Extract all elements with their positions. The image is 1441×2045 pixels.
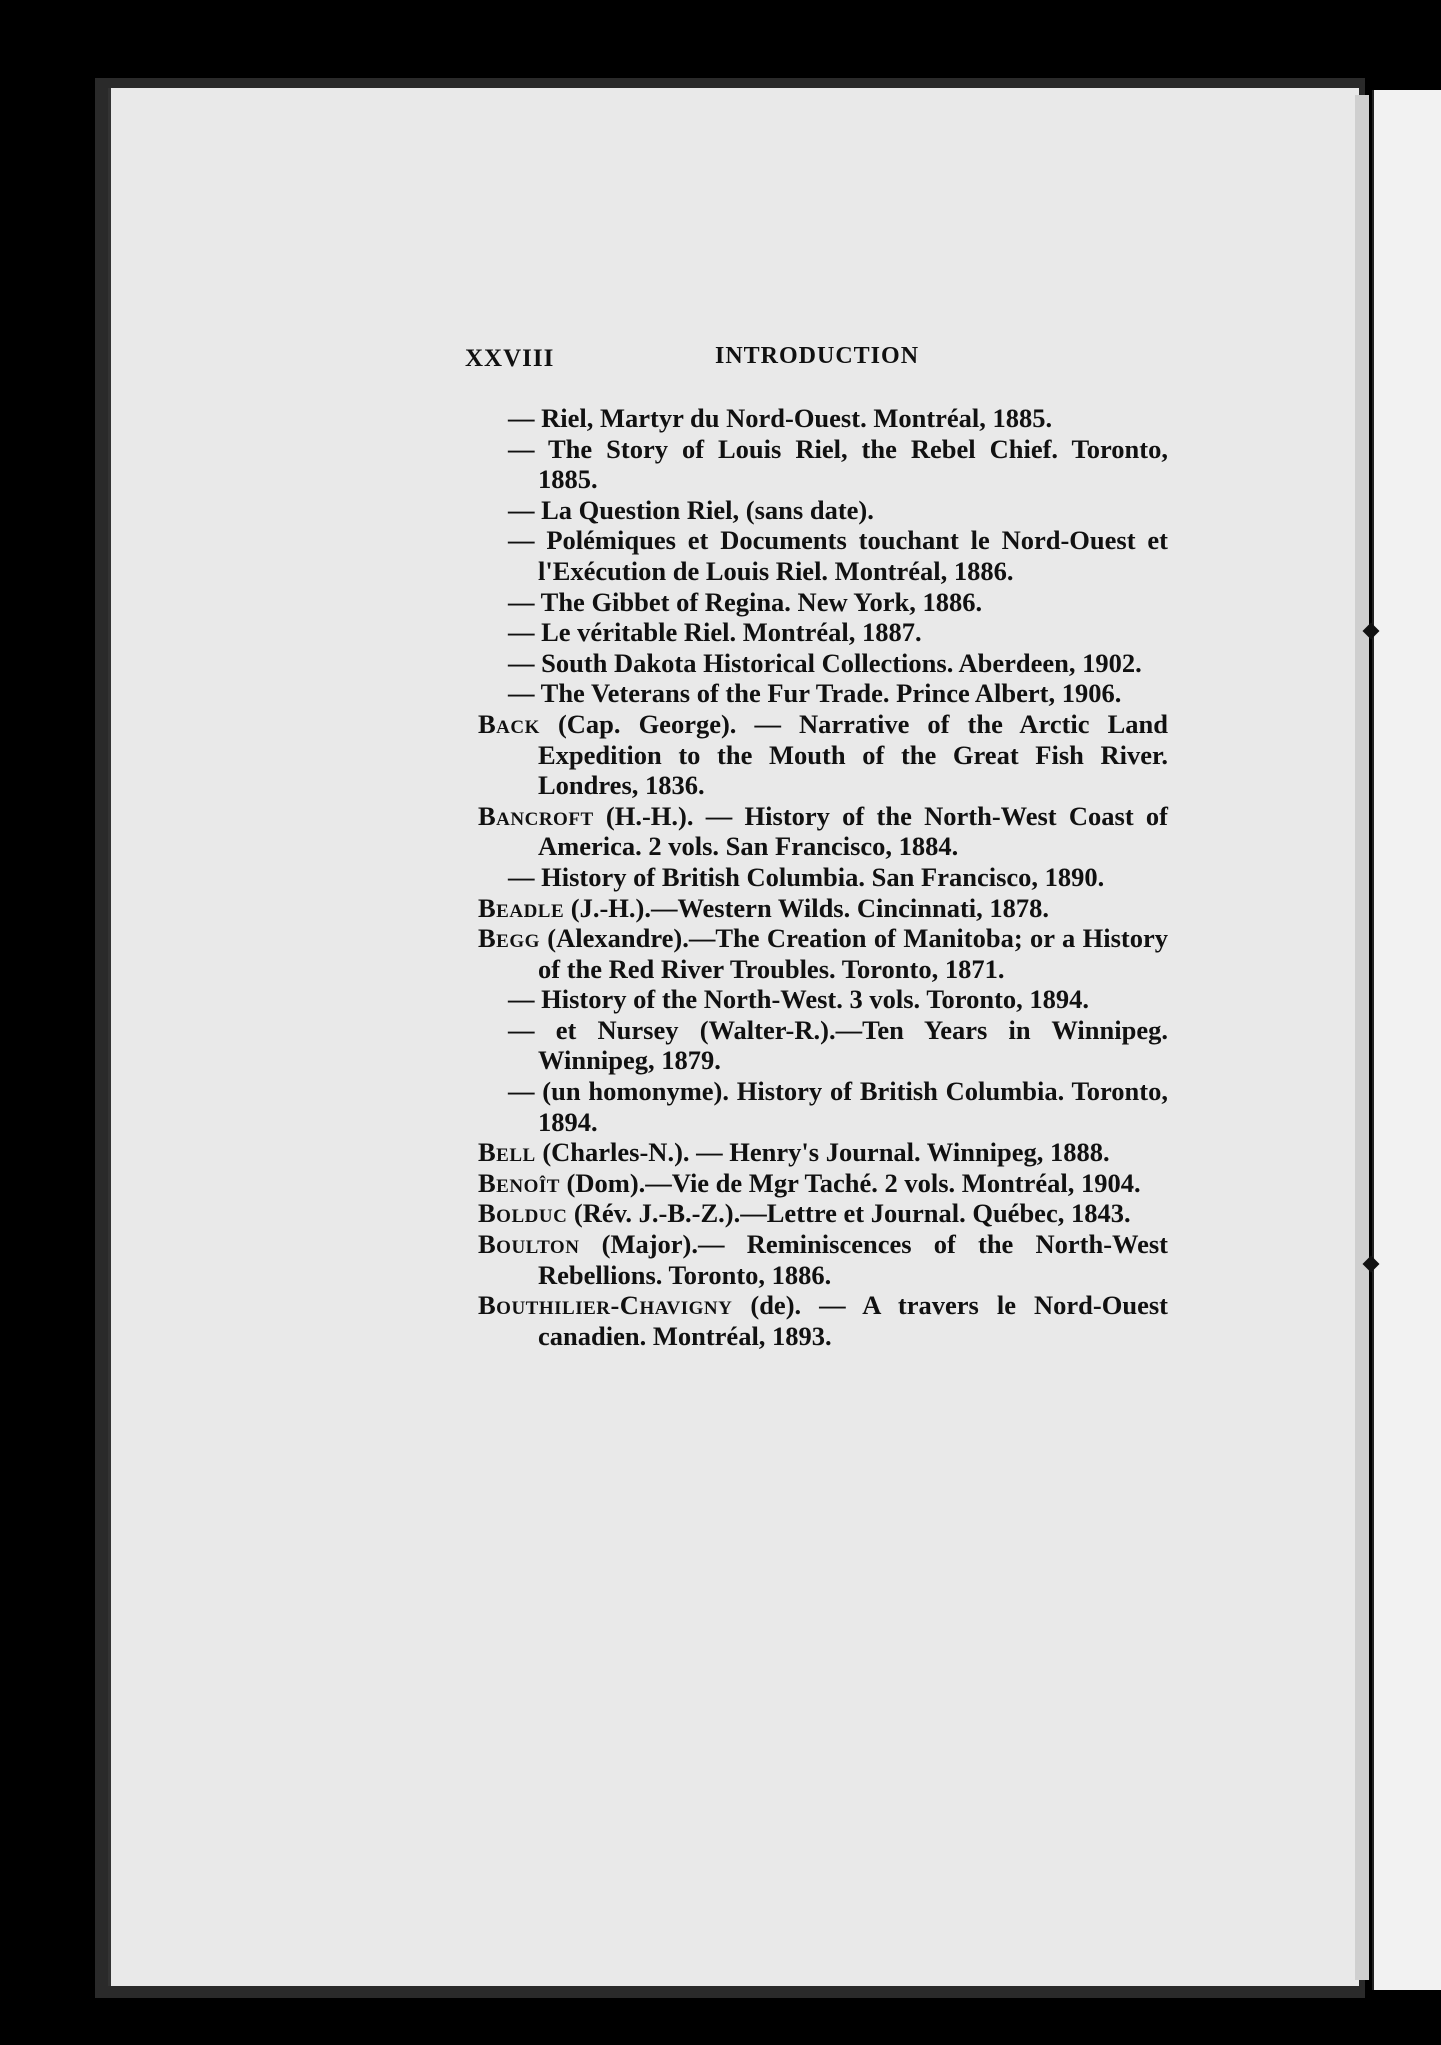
- author-name: Bouthilier-Chavigny: [478, 1290, 733, 1321]
- bibliography-entry: — Polémiques et Documents touchant le Nord-Ouest et l'Exécution de Louis Riel. Montréal, 1886.: [508, 525, 1168, 586]
- author-name: Bancroft: [478, 800, 594, 831]
- bibliography-entry: Bell (Charles-N.). — Henry's Journal. Winnipeg, 1888.: [478, 1137, 1110, 1168]
- bibliography-entry: Bancroft (H.-H.). — History of the North-West Coast of America. 2 vols. San Francisco, 1884.: [478, 800, 1168, 862]
- bibliography-entry: Beadle (J.-H.).—Western Wilds. Cincinnati, 1878.: [478, 892, 1050, 923]
- bibliography-entry: Benoît (Dom).—Vie de Mgr Taché. 2 vols. Montréal, 1904.: [478, 1167, 1141, 1198]
- author-name: Beadle: [478, 892, 565, 923]
- bibliography-entry: — The Veterans of the Fur Trade. Prince Albert, 1906.: [508, 678, 1122, 709]
- bibliography-entry: — Riel, Martyr du Nord-Ouest. Montréal, 1885.: [508, 403, 1053, 433]
- bibliography-entry: Boulton (Major).— Reminiscences of the North-West Rebellions. Toronto, 1886.: [478, 1229, 1168, 1290]
- bibliography-entry: Back (Cap. George). — Narrative of the Arctic Land Expedition to the Mouth of the Great Fish River. Londres, 1836.: [478, 708, 1168, 801]
- bibliography-entry: Begg (Alexandre).—The Creation of Manitoba; or a History of the Red River Troubles. Toronto, 1871.: [478, 923, 1168, 984]
- author-name: Bolduc: [478, 1198, 568, 1229]
- author-name: Boulton: [478, 1229, 580, 1260]
- page-gutter: [1355, 95, 1369, 1980]
- bibliography-entry: — Le véritable Riel. Montréal, 1887.: [508, 617, 922, 648]
- bibliography-entry: Bolduc (Rév. J.-B.-Z.).—Lettre et Journal. Québec, 1843.: [478, 1198, 1131, 1229]
- bibliography-entry: — (un homonyme). History of British Columbia. Toronto, 1894.: [508, 1076, 1168, 1137]
- page-number: XXVIII: [465, 345, 555, 372]
- bibliography-entry: — South Dakota Historical Collections. Aberdeen, 1902.: [508, 647, 1142, 678]
- bibliography-entry: — et Nursey (Walter-R.).—Ten Years in Winnipeg. Winnipeg, 1879.: [508, 1014, 1168, 1076]
- author-name: Begg: [478, 923, 540, 954]
- bibliography-entry: — The Gibbet of Regina. New York, 1886.: [508, 586, 983, 617]
- bibliography-entry: — La Question Riel, (sans date).: [508, 494, 874, 525]
- bibliography-entry: — History of the North-West. 3 vols. Toronto, 1894.: [508, 984, 1090, 1015]
- running-title: INTRODUCTION: [715, 343, 920, 369]
- author-name: Benoît: [478, 1167, 560, 1198]
- bibliography-entry: — The Story of Louis Riel, the Rebel Chief. Toronto, 1885.: [508, 433, 1168, 495]
- author-name: Bell: [478, 1137, 536, 1168]
- bibliography-entry: — History of British Columbia. San Francisco, 1890.: [508, 861, 1105, 892]
- facing-page-edge: [1372, 90, 1441, 1990]
- author-name: Back: [478, 708, 540, 739]
- bibliography-list: [478, 403, 1168, 1351]
- running-head: [465, 345, 1177, 379]
- bibliography-entry: Bouthilier-Chavigny (de). — A travers le Nord-Ouest canadien. Montréal, 1893.: [478, 1290, 1168, 1351]
